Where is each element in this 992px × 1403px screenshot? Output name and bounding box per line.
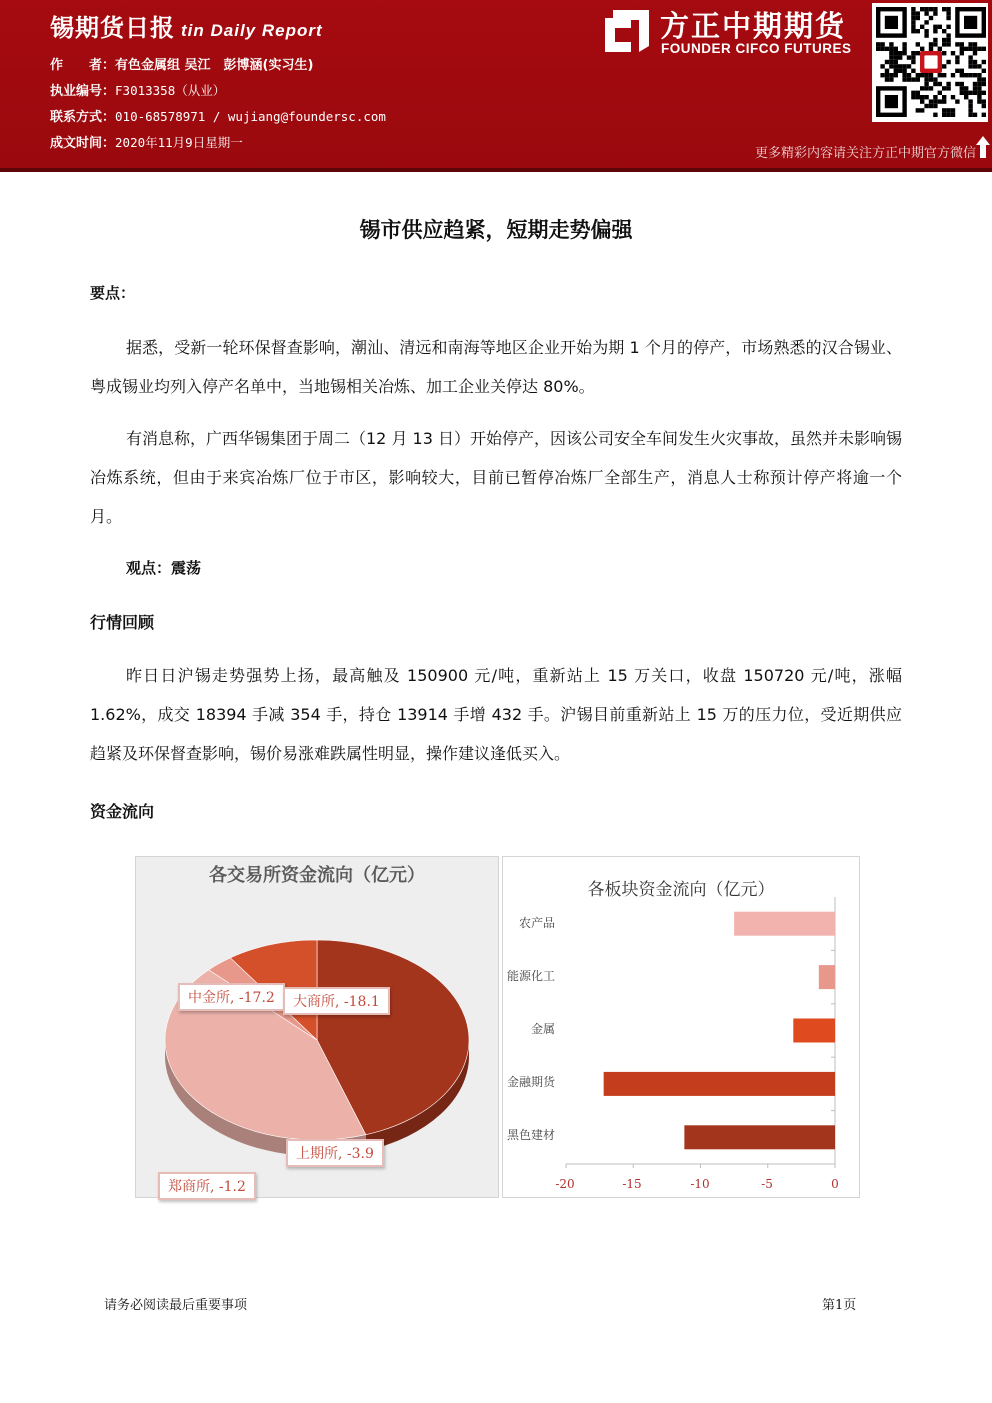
author-value: 有色金属组 吴江 彭博涵(实习生) <box>115 58 314 73</box>
bar-tick-label: -20 <box>555 1177 575 1191</box>
paragraph-1: 据悉，受新一轮环保督查影响，潮汕、清远和南海等地区企业开始为期 1 个月的停产，市场熟悉的汉合锡业、粤成锡业均列入停产名单中，当地锡相关冶炼、加工企业关停达 80%。 <box>90 338 902 396</box>
pie-label-cffex: 中金所, -17.2 <box>178 983 285 1011</box>
report-header <box>0 0 992 172</box>
sector-fund-flow-chart <box>502 856 860 1198</box>
bar <box>734 912 835 936</box>
report-title <box>50 8 323 43</box>
bar <box>604 1072 835 1096</box>
bar <box>793 1019 835 1043</box>
license-value: F3013358（从业） <box>115 83 226 98</box>
paragraph-3: 昨日日沪锡走势强势上扬，最高触及 150900 元/吨，重新站上 15 万关口，收盘 150720 元/吨，涨幅 1.62%，成交 18394 手减 354 手，持仓 13914 手增 432 手。沪锡目前重新站上 15 万的压力位，受近期供应趋紧及环保督查影响，锡价易涨难跌属性明显，操作建议逢低买入。 <box>90 666 902 763</box>
company-logo-icon <box>603 8 651 54</box>
pie-label-dce: 大商所, -18.1 <box>283 987 390 1015</box>
paragraph-2: 有消息称，广西华锡集团于周二（12 月 13 日）开始停产，因该公司安全车间发生火灾事故，虽然并未影响锡冶炼系统，但由于来宾冶炼厂位于市区，影响较大，目前已暂停冶炼厂全部生产，消息人士称预计停产将逾一个月。 <box>90 429 902 526</box>
bar <box>684 1125 835 1149</box>
company-name-cn: 方正中期期货 <box>660 9 847 43</box>
pie-label-czce: 郑商所, -1.2 <box>158 1172 256 1200</box>
footer-notice: 请务必阅读最后重要事项 <box>104 1298 248 1313</box>
bar-category-label: 金融期货 <box>506 1075 555 1089</box>
view-label: 观点： <box>126 559 172 577</box>
view-line <box>126 557 201 578</box>
license-line: 执业编号：F3013358（从业） <box>50 83 226 99</box>
contact-value[interactable]: 010-68578971 / wujiang@foundersc.com <box>115 109 386 124</box>
follow-wechat-text: 更多精彩内容请关注方正中期官方微信 <box>754 146 976 161</box>
exchange-fund-flow-chart <box>135 856 499 1198</box>
contact-line: 联系方式：010-68578971 / wujiang@foundersc.com <box>50 109 386 125</box>
bar-tick-label: -10 <box>690 1177 710 1191</box>
bar-category-label: 农产品 <box>518 916 555 930</box>
header-divider <box>0 168 992 172</box>
bar-chart-svg <box>503 857 859 1197</box>
key-points-heading: 要点： <box>90 284 136 302</box>
document-title: 锡市供应趋紧，短期走势偏强 <box>359 218 633 242</box>
date-line: 成文时间：2020年11月9日星期一 <box>50 135 243 151</box>
market-review-heading: 行情回顾 <box>90 613 155 632</box>
wechat-qr-code <box>872 3 988 122</box>
bar-category-label: 能源化工 <box>506 969 555 983</box>
bar-tick-label: 0 <box>831 1177 839 1191</box>
report-title-cn: 锡期货日报 <box>50 14 175 42</box>
bar <box>819 965 835 989</box>
pie-chart-title: 各交易所资金流向（亿元） <box>209 865 425 886</box>
bar-category-label: 黑色建材 <box>506 1128 555 1142</box>
date-value: 2020年11月9日星期一 <box>115 135 243 150</box>
bar-tick-label: -5 <box>761 1177 773 1191</box>
author-line: 作 者：有色金属组 吴江 彭博涵(实习生) <box>50 58 314 73</box>
report-title-en: tin Daily Report <box>181 21 323 40</box>
bar-tick-label: -15 <box>622 1177 642 1191</box>
bar-category-label: 金属 <box>530 1022 555 1036</box>
up-arrow-icon <box>975 135 991 159</box>
bar-chart-title: 各板块资金流向（亿元） <box>587 880 775 900</box>
page-number: 第1页 <box>822 1298 857 1313</box>
pie-label-shfe: 上期所, -3.9 <box>286 1139 384 1167</box>
view-value: 震荡 <box>171 559 202 577</box>
company-name-en: FOUNDER CIFCO FUTURES <box>661 41 852 56</box>
fund-flow-heading: 资金流向 <box>90 802 155 821</box>
